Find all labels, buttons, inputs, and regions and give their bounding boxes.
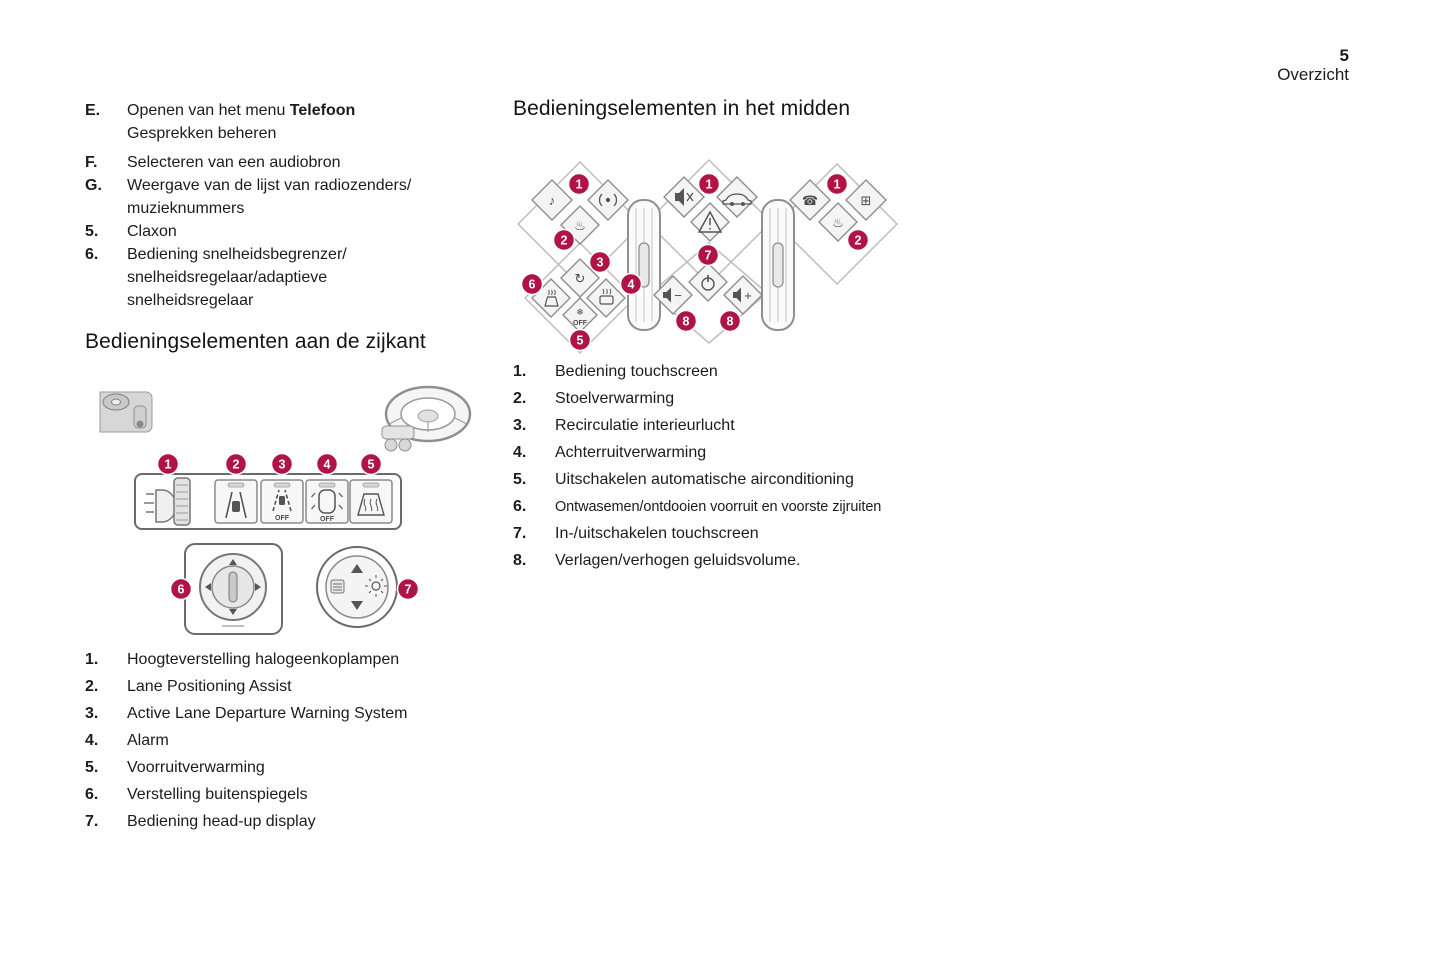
legend-text: Bediening touchscreen [555,363,718,380]
legend-item [513,388,943,410]
legend-text: Verstelling buitenspiegels [127,786,308,803]
diagram-badge [676,311,697,332]
diagram-badge [848,230,869,251]
side-controls-legend [85,649,505,838]
legend-key: 4. [85,732,99,749]
legend-text: Uitschakelen automatische airconditioning [555,471,854,488]
legend-text: Weergave van de lijst van radiozenders/ muzieknummers [127,177,412,217]
legend-item [513,415,943,437]
legend-item [513,550,943,572]
page-header [1277,46,1349,84]
air-vent-right-icon[interactable] [762,200,794,330]
legend-key: 4. [513,444,527,461]
legend-key: 1. [513,363,527,380]
legend-item [513,361,943,383]
legend-text: Active Lane Departure Warning System [127,705,408,722]
svg-text:4: 4 [323,457,331,472]
legend-text: Ontwasemen/ontdooien voorruit en voorste zijruiten [555,499,882,515]
vehicle-settings-button[interactable] [717,177,757,217]
svg-text:8: 8 [682,314,690,329]
phone-icon: ☎ [801,193,819,208]
svg-text:5: 5 [576,333,584,348]
grid-icon: ⊞ [860,193,872,208]
legend-text: Claxon [127,223,177,240]
head-up-display-control[interactable] [317,547,397,627]
diagram-badge [398,579,419,600]
legend-item [85,243,495,312]
legend-item [513,523,943,545]
page-number: 5 [1339,46,1349,65]
legend-key: G. [85,177,102,194]
seat-heat-icon: ♨ [832,215,844,230]
svg-text:4: 4 [627,277,635,292]
diagram-badge [698,245,719,266]
diagram-badge [570,330,591,351]
hazard-button[interactable] [691,203,729,241]
phone-button[interactable] [790,180,830,220]
snowflake-icon: ❄ [576,307,584,317]
diagram-badge [522,274,543,295]
svg-text:1: 1 [833,177,841,192]
legend-item [85,703,505,725]
stalk-pod-icon [382,426,414,451]
legend-item [85,151,495,174]
svg-text:2: 2 [232,457,240,472]
legend-item [85,676,505,698]
center-controls-diagram [505,148,900,365]
dashboard-mini-icon [100,392,152,432]
plus-icon: + [744,288,752,303]
legend-text: Selecteren van een audiobron [127,154,341,171]
legend-text: Verlagen/verhogen geluidsvolume. [555,552,801,569]
legend-item [85,220,495,243]
legend-item [85,730,505,752]
legend-key: 7. [85,813,99,830]
section-heading-center-controls: Bedieningselementen in het midden [513,97,851,120]
diagram-badge [569,174,590,195]
legend-key: E. [85,102,101,119]
legend-text: Hoogteverstelling halogeenkoplampen [127,651,400,668]
legend-text: Voorruitverwarming [127,759,265,776]
svg-text:1: 1 [164,457,172,472]
legend-key: 6. [513,498,527,515]
legend-key: F. [85,154,98,171]
legend-text: Alarm [127,732,169,749]
legend-key: 5. [85,759,99,776]
alarm-off-button[interactable] [306,480,348,523]
diagram-badge [699,174,720,195]
legend-key: 3. [85,705,99,722]
svg-text:6: 6 [177,582,185,597]
diagram-badge [554,230,575,251]
svg-text:5: 5 [367,457,375,472]
legend-text: Lane Positioning Assist [127,678,292,695]
legend-key: 2. [513,390,527,407]
recirculation-icon: ↻ [574,271,586,286]
radio-button[interactable] [588,180,628,220]
legend-text: Openen van het menu Telefoon Gesprekken beheren [127,102,356,142]
diagram-badge [590,252,611,273]
legend-key: 5. [513,471,527,488]
legend-item [85,99,495,145]
off-label: OFF [320,516,334,523]
diagram-badge [272,454,293,475]
legend-key: 7. [513,525,527,542]
volume-up-button[interactable] [724,276,762,314]
legend-item [513,442,943,464]
legend-item [85,784,505,806]
legend-key: 1. [85,651,99,668]
mirror-adjust-control[interactable] [185,544,282,634]
steering-wheel-legend [85,99,495,312]
legend-text: Achterruitverwarming [555,444,707,461]
off-label: OFF [573,320,587,327]
svg-text:3: 3 [278,457,286,472]
lane-departure-warning-off-button[interactable] [261,480,303,523]
side-buttons-panel [135,474,401,529]
music-note-icon: ♪ [548,193,556,208]
air-vent-left-icon[interactable] [628,200,660,330]
legend-text: Bediening snelheidsbegrenzer/ snelheidsregelaar/adaptieve snelheidsregelaar [127,246,347,309]
lane-positioning-button[interactable] [215,480,257,523]
diagram-badge [317,454,338,475]
windscreen-heating-button[interactable] [350,480,392,523]
diagram-badge [171,579,192,600]
legend-item [85,649,505,671]
legend-key: 5. [85,223,99,240]
legend-text: Stoelverwarming [555,390,675,407]
svg-text:1: 1 [575,177,583,192]
legend-text: In-/uitschakelen touchscreen [555,525,759,542]
svg-text:2: 2 [854,233,862,248]
section-label: Overzicht [1277,65,1349,84]
minus-icon: − [674,288,682,303]
legend-key: 8. [513,552,527,569]
legend-item [85,757,505,779]
legend-text: Bediening head-up display [127,813,316,830]
svg-text:7: 7 [704,248,712,263]
legend-item [513,496,943,518]
legend-item [513,469,943,491]
legend-item [85,811,505,833]
diagram-badge [621,274,642,295]
svg-text:7: 7 [404,582,412,597]
legend-key: 2. [85,678,99,695]
svg-text:2: 2 [560,233,568,248]
section-heading-side-controls: Bedieningselementen aan de zijkant [85,330,426,353]
media-button[interactable] [532,180,572,220]
side-controls-diagram [88,384,478,647]
legend-item [85,174,495,220]
diagram-badge [720,311,741,332]
svg-text:1: 1 [705,177,713,192]
diagram-badge [158,454,179,475]
diagram-badge [827,174,848,195]
svg-text:3: 3 [596,255,604,270]
svg-text:8: 8 [726,314,734,329]
diagram-badge [361,454,382,475]
seat-heat-icon: ♨ [574,218,586,233]
legend-key: 3. [513,417,527,434]
legend-key: 6. [85,246,99,263]
legend-text: Recirculatie interieurlucht [555,417,735,434]
legend-key: 6. [85,786,99,803]
off-label: OFF [275,515,289,522]
menu-grid-button[interactable] [846,180,886,220]
svg-text:6: 6 [528,277,536,292]
center-controls-legend [513,361,943,577]
diagram-badge [226,454,247,475]
